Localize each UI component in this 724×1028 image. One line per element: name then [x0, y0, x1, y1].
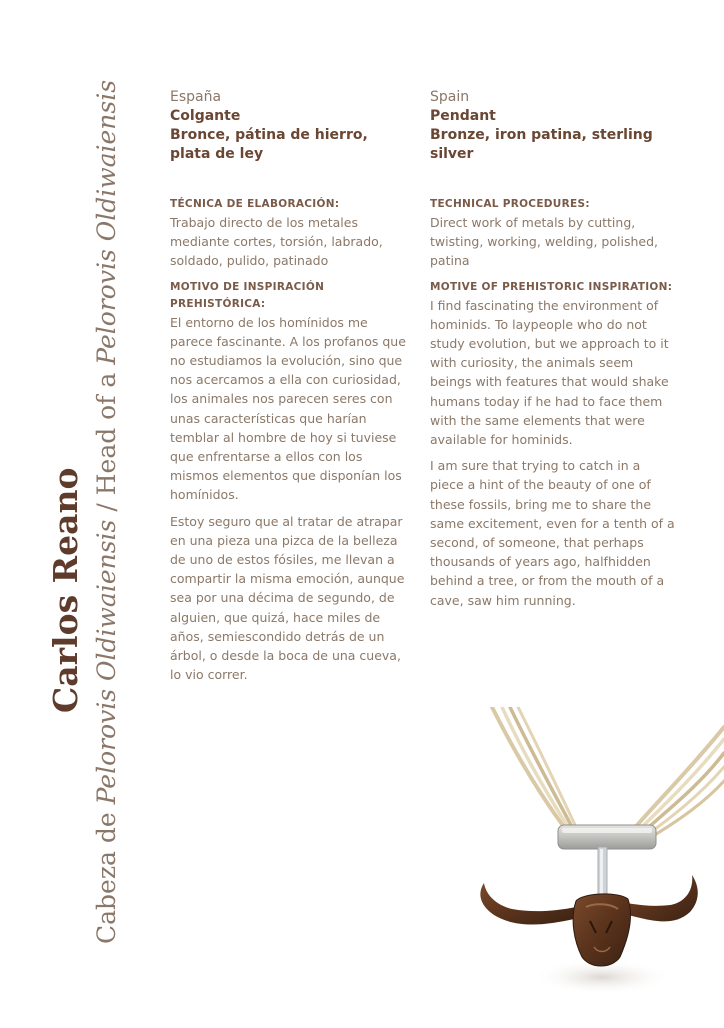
piece-title — [92, 80, 121, 944]
spanish-column — [170, 88, 410, 684]
motive-paragraph-1-en: I find fascinating the environment of hominids. To laypeople who do not study evolution, but we approach to it with curiosity, the animals seem beings with features that would shake humans today if he had to face them with the same elements that were available for hominids. — [430, 297, 669, 448]
type-en: Pendant — [430, 108, 496, 124]
technique-body-es: Trabajo directo de los metales mediante cortes, torsión, labrado, soldado, pulido, patinado — [170, 215, 383, 269]
motive-heading-es: MOTIVO DE INSPIRACIÓN PREHISTÓRICA: — [170, 280, 325, 310]
technique-section-en — [430, 196, 675, 271]
pendant-illustration — [452, 707, 724, 1024]
artist-name: Carlos Reano — [46, 467, 85, 713]
country-es: España — [170, 89, 222, 105]
motive-paragraph-1-es: El entorno de los homínidos me parece fascinante. A los profanos que no estudiamos la evolución, sino que nos acercamos a ella con curiosidad, los animales nos parecen seres con unas características que harían temblar al hombre de hoy si tuviese que enfrentarse a ellos con los mismos elementos que disponían los homínidos. — [170, 314, 406, 503]
technique-heading-en: TECHNICAL PROCEDURES: — [430, 198, 590, 210]
english-column — [430, 88, 675, 610]
species-name-en: Pelorovis Oldiwaiensis — [92, 79, 121, 365]
country-en: Spain — [430, 89, 470, 105]
materials-en: Bronze, iron patina, sterling silver — [430, 127, 653, 162]
technique-heading-es: TÉCNICA DE ELABORACIÓN: — [170, 198, 340, 210]
pendant-photo — [452, 707, 724, 1024]
materials-es: Bronce, pátina de hierro, plata de ley — [170, 127, 368, 162]
technique-body-en: Direct work of metals by cutting, twisting, working, welding, polished, patina — [430, 215, 658, 269]
motive-paragraph-2-en: I am sure that trying to catch in a piece a hint of the beauty of one of these fossils, bring me to share the same excitement, even for a tenth of a second, of someone, that perhaps thousands of years ago, halfhidden behind a tree, or from the mouth of a cave, saw him running. — [430, 458, 675, 608]
piece-prefix-en: Head of a — [92, 364, 121, 496]
type-es: Colgante — [170, 108, 241, 124]
technique-section-es — [170, 196, 410, 271]
motive-paragraph-2-es: Estoy seguro que al tratar de atrapar en una pieza una pizca de la belleza de uno de estos fósiles, me llevan a compartir la misma emoción, aunque sea por una décima de segundo, de alguien, que quizá, hace miles de años, semiescondido detrás de un árbol, o desde la boca de una cueva, lo vio correr. — [170, 513, 405, 683]
title-separator: / — [92, 495, 121, 520]
motive-heading-en: MOTIVE OF PREHISTORIC INSPIRATION: — [430, 280, 673, 293]
piece-prefix-es: Cabeza de — [92, 804, 121, 944]
species-name-es: Pelorovis Oldiwaiensis — [92, 519, 121, 805]
